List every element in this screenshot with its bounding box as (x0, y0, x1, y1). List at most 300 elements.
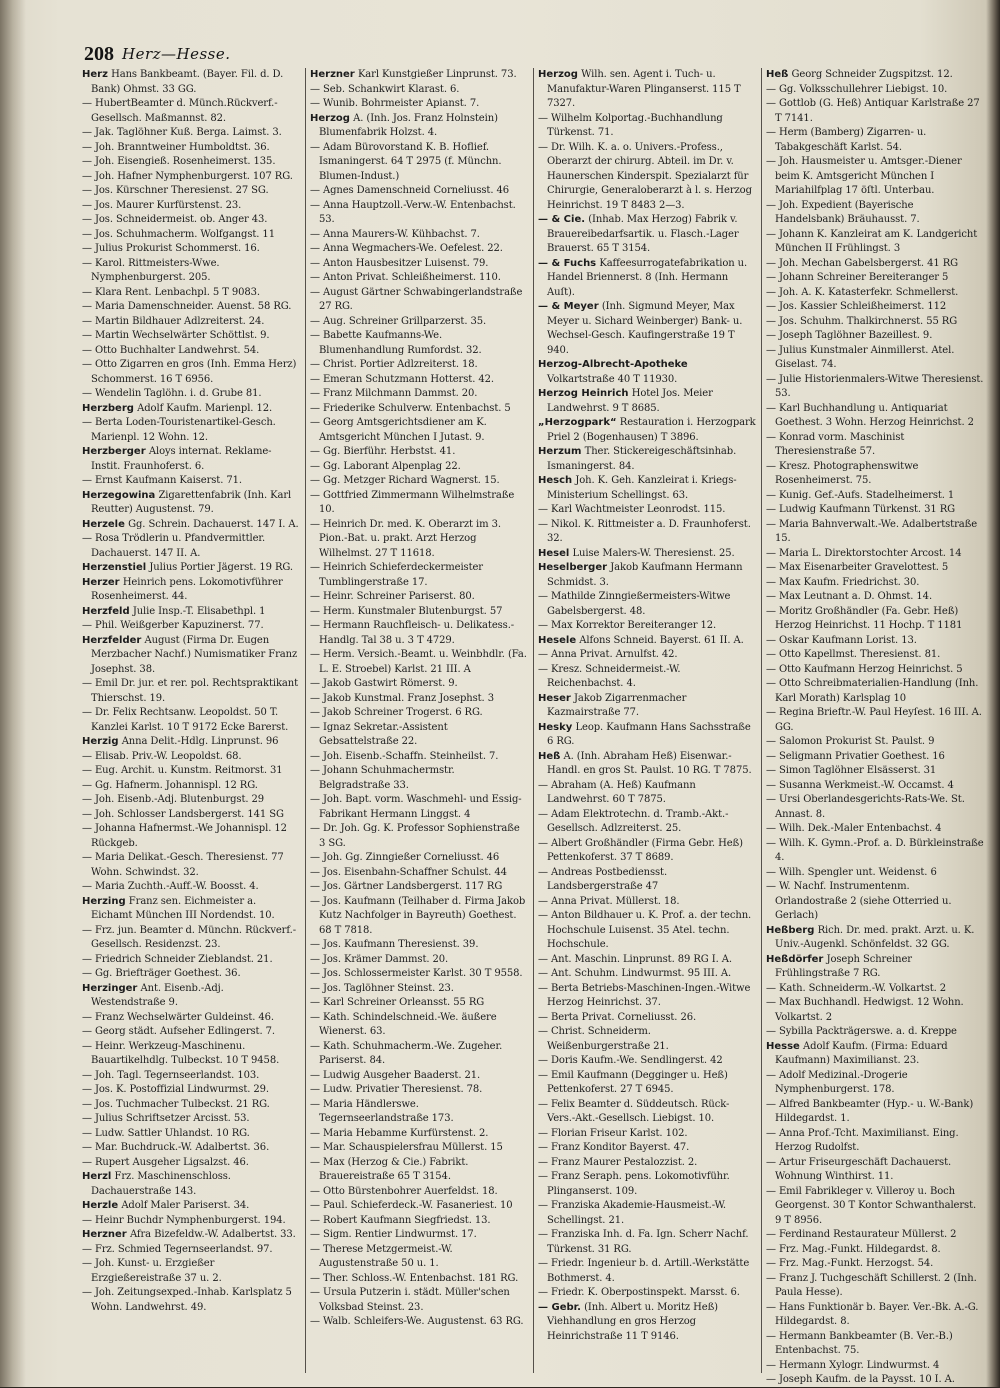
entry-details: — Walb. Schleifers-We. Augustenst. 63 RG. (310, 1316, 524, 1327)
directory-entry (310, 1011, 528, 1040)
directory-entry (310, 387, 528, 402)
column-1 (82, 68, 300, 1378)
directory-entry (310, 83, 528, 98)
entry-details: — Mar. Schauspielersfrau Müllerst. 15 (310, 1142, 503, 1153)
directory-entry (538, 909, 756, 953)
entry-details: — Wilh. K. Gymn.-Prof. a. D. Bürkleinstraße 4. (766, 837, 984, 863)
entry-details: A. (Inh. Abraham Heß) Eisenwar.-Handl. en gros St. Paulst. 10 RG. T 7875. (547, 750, 752, 776)
directory-entry (310, 677, 528, 692)
directory-entry (310, 257, 528, 272)
entry-details: — Jos. Schneidermeist. ob. Anger 43. (82, 214, 268, 225)
entry-details: — Herm (Bamberg) Zigarren- u. Tabakgeschäft Karlst. 54. (766, 127, 927, 153)
page-header (84, 43, 964, 69)
entry-details: — Anton Hausbesitzer Luisenst. 79. (310, 257, 489, 269)
entry-details: — Joh. Gg. Zinngießer Corneliusst. 46 (310, 852, 500, 863)
directory-entry (310, 1069, 528, 1084)
directory-entry (766, 402, 984, 431)
entry-details: — Friederike Schulverw. Entenbachst. 5 (310, 402, 511, 414)
directory-entry (538, 68, 756, 112)
entry-surname: Herzele (82, 518, 125, 530)
directory-entry (538, 1141, 756, 1156)
directory-entry (310, 561, 528, 590)
entry-details: — Ludwig Kaufmann Türkenst. 31 RG (766, 504, 956, 515)
directory-entry (310, 750, 528, 765)
directory-entry (766, 315, 984, 330)
entry-details: — Maria Damenschneider. Auenst. 58 RG. (82, 301, 292, 312)
directory-entry (766, 1243, 984, 1258)
entry-details: — Klara Rent. Lenbachpl. 5 T 9083. (82, 286, 260, 298)
entry-details: Hans Bankbeamt. (Bayer. Fil. d. D. Bank) Ohmst. 33 GG. (91, 69, 284, 95)
directory-entry (538, 300, 756, 358)
entry-details: — Emeran Schutzmann Hotterst. 42. (310, 373, 494, 385)
directory-entry (538, 967, 756, 982)
entry-details: Jakob Kaufmann Hermann Schmidst. 3. (547, 562, 743, 588)
entry-details: — Gg. Bierführ. Herbstst. 41. (310, 446, 456, 457)
entry-details: — Wilh. Spengler unt. Weidenst. 6 (766, 866, 937, 878)
entry-details: — Aug. Schreiner Grillparzerst. 35. (310, 315, 487, 327)
entry-details: — Franz Seraph. pens. Lokomotivführ. Plinganserst. 109. (538, 1171, 730, 1197)
directory-entry (538, 1301, 756, 1345)
directory-entry (310, 1286, 528, 1315)
entry-details: — Phil. Weißgerber Kapuzinerst. 77. (82, 620, 264, 631)
entry-surname: Herzberger (82, 446, 146, 457)
directory-entry (310, 474, 528, 489)
entry-details: — Joh. Mechan Gabelsbergerst. 41 RG (766, 257, 959, 269)
directory-entry (766, 866, 984, 881)
entry-details: Jakob Zigarrenmacher Kazmairstraße 77. (547, 692, 687, 718)
entry-details: — Max Leutnant a. D. Ohmst. 14. (766, 591, 933, 602)
entry-details: — Anna Maurers-W. Kühbachst. 7. (310, 228, 480, 240)
directory-entry (310, 184, 528, 199)
page-edge (986, 0, 1000, 1387)
entry-details: Julius Portier Jägerst. 19 RG. (149, 562, 294, 573)
directory-entry (82, 1199, 300, 1214)
entry-details: — Anna Privat. Arnulfst. 42. (538, 649, 678, 660)
entry-surname: Herzberg (82, 402, 134, 414)
entry-details: — Berta Betriebs-Maschinen-Ingen.-Witwe Herzog Heinrichst. 37. (538, 982, 751, 1008)
entry-details: — Joh. Bapt. vorm. Waschmehl- und Essig-Fabrikant Hermann Linggst. 4 (310, 794, 522, 820)
directory-entry (538, 1286, 756, 1301)
entry-details: (Inh. Albert u. Moritz Heß) Viehhandlung en gros Herzog Heinrichstraße 11 T 9146. (547, 1301, 718, 1342)
column-rule (761, 68, 762, 1373)
directory-entry (82, 155, 300, 170)
directory-entry (766, 228, 984, 257)
directory-entry (766, 750, 984, 765)
entry-details: — Anna Hauptzoll.-Verw.-W. Entenbachst. 53. (310, 199, 516, 225)
entry-details: — Friedr. K. Oberpostinspekt. Marsst. 6. (538, 1287, 740, 1298)
directory-entry (310, 329, 528, 358)
directory-entry (766, 663, 984, 678)
entry-details: — Anna Wegmachers-We. Oefelest. 22. (310, 243, 503, 254)
entry-details: — Berta Privat. Corneliusst. 26. (538, 1011, 697, 1023)
directory-entry (766, 1069, 984, 1098)
entry-details: — Regina Brieftr.-W. Paul Heyſest. 16 III. A. GG. (766, 707, 982, 733)
entry-details: — Maria Bahnverwalt.-We. Adalbertstraße 15. (766, 518, 978, 544)
column-rule (533, 68, 534, 1373)
directory-entry (82, 68, 300, 97)
entry-details: — Moritz Großhändler (Fa. Gebr. Heß) Herzog Heinrichst. 11 Hochp. T 1181 (766, 605, 963, 631)
entry-details: — Ferdinand Restaurateur Müllerst. 2 (766, 1229, 957, 1240)
entry-details: — Dr. Felix Rechtsanw. Leopoldst. 50 T. Kanzlei Karlst. 10 T 9172 Ecke Barerst. (82, 707, 289, 733)
directory-entry (310, 1315, 528, 1330)
directory-entry (766, 518, 984, 547)
entry-details: — Julius Kunstmaler Ainmillerst. Atel. Giselast. 74. (766, 344, 955, 370)
entry-details: — Gottlob (G. Heß) Antiquar Karlstraße 27 T 7141. (766, 98, 980, 124)
entry-details: — Mar. Buchdruck.-W. Adalbertst. 36. (82, 1142, 270, 1153)
directory-entry (82, 329, 300, 344)
directory-entry (766, 126, 984, 155)
entry-details: Anna Delit.-Hdlg. Linprunst. 96 (121, 736, 279, 747)
entry-details: — Joh. Eisenb.-Adj. Blutenburgst. 29 (82, 794, 265, 805)
entry-details: — Ludw. Sattler Uhlandst. 10 RG. (82, 1127, 250, 1139)
entry-surname: Heßdörfer (766, 953, 824, 965)
directory-entry (310, 692, 528, 707)
entry-details: — Mathilde Zinngießermeisters-Witwe Gabelsbergerst. 48. (538, 591, 731, 617)
entry-surname: Herzog (310, 112, 350, 124)
entry-details: — Jakob Schreiner Trogerst. 6 RG. (310, 707, 483, 718)
entry-details: — Ther. Schloss.-W. Entenbachst. 181 RG. (310, 1272, 519, 1284)
directory-entry (310, 1185, 528, 1200)
entry-details: — Konrad vorm. Maschinist Theresienstraße 57. (766, 431, 905, 457)
directory-entry (766, 1025, 984, 1040)
entry-surname: Herzegowina (82, 489, 156, 501)
directory-entry (766, 329, 984, 344)
directory-entry (766, 924, 984, 953)
entry-details: Kaffeesurrogatefabrikation u. Handel Briennerst. 8 (Inh. Hermann Auſt). (547, 257, 748, 298)
directory-entry (310, 1156, 528, 1185)
directory-entry (82, 257, 300, 286)
directory-entry (538, 619, 756, 634)
entry-details: — Jos. Eisenbahn-Schaffner Schulst. 44 (310, 866, 507, 878)
entry-details: — Kresz. Schneidermeist.-W. Reichenbachst. 4. (538, 663, 681, 689)
directory-entry (766, 373, 984, 402)
entry-details: Joh. K. Geh. Kanzleirat i. Kriegs-Ministerium Schellingst. 63. (547, 475, 737, 501)
entry-details: — Franz Milchmann Dammst. 20. (310, 388, 478, 399)
entry-details: A. (Inh. Jos. Franz Holnstein) Blumenfabrik Holzst. 4. (319, 112, 498, 138)
entry-details: — Rosa Trödlerin u. Pfandvermittler. Dachauerst. 147 II. A. (82, 533, 266, 559)
entry-surname: Herzinger (82, 982, 138, 994)
entry-details: — Max Korrektor Bereiteranger 12. (538, 620, 717, 631)
entry-details: — Otto Buchhalter Landwehrst. 54. (82, 344, 260, 356)
directory-entry (766, 764, 984, 779)
directory-entry (766, 155, 984, 199)
directory-entry (310, 1098, 528, 1127)
entry-surname: Herzner (310, 69, 355, 80)
entry-details: — Jos. Schuhmacherm. Wolfgangst. 11 (82, 228, 275, 240)
directory-entry (538, 779, 756, 808)
entry-details: — Otto Kaufmann Herzog Heinrichst. 5 (766, 663, 963, 675)
entry-details: — Julius Schriftsetzer Arcisst. 53. (82, 1113, 250, 1124)
entry-details: — Johanna Hafnermst.-We Johannispl. 12 Rückgeb. (82, 823, 287, 849)
directory-entry (310, 416, 528, 445)
entry-details: — Ignaz Sekretar.-Assistent Gebsattelstraße 22. (310, 721, 448, 747)
entry-details: — Babette Kaufmanns-We. Blumenhandlung Rumfordst. 32. (310, 330, 482, 356)
binding-shadow (0, 0, 26, 1387)
directory-entry (82, 851, 300, 880)
directory-entry (310, 605, 528, 620)
directory-entry (310, 619, 528, 648)
directory-entry (310, 1199, 528, 1214)
entry-details: — Herm. Kunstmaler Blutenburgst. 57 (310, 605, 503, 617)
entry-details: — Adam Elektrotechn. d. Tramb.-Akt.-Gesellsch. Adlzreiterst. 25. (538, 808, 729, 834)
directory-entry (766, 344, 984, 373)
entry-details: — Franz Wechselwärter Guldeinst. 46. (82, 1011, 275, 1023)
entry-details: — Joh. Schlosser Landsbergerst. 141 SG (82, 808, 284, 820)
directory-entry (766, 996, 984, 1025)
entry-details: — Joh. Zeitungsexped.-Inhab. Karlsplatz 5 Wohn. Landwehrst. 49. (82, 1287, 292, 1313)
directory-entry (766, 953, 984, 982)
entry-details: Zigarettenfabrik (Inh. Karl Reutter) Augustenst. 79. (91, 489, 292, 515)
directory-entry (82, 1127, 300, 1142)
entry-details: — Frz. Mag.-Funkt. Hildegardst. 8. (766, 1243, 941, 1255)
directory-entry (538, 445, 756, 474)
directory-entry (310, 228, 528, 243)
directory-entry (310, 1214, 528, 1229)
entry-details: — Jos. Schuhm. Thalkirchnerst. 55 RG (766, 315, 958, 327)
entry-details: (Inh. Sigmund Meyer, Max Meyer u. Sichard Weinberger) Bank- u. Wechsel-Gesch. Kaufingerstraße 19 T 940. (547, 301, 743, 356)
entry-details: — HubertBeamter d. Münch.Rückverf.-Gesellsch. Maßmannst. 82. (82, 98, 278, 124)
entry-surname: Herzfelder (82, 634, 142, 646)
directory-entry (538, 1098, 756, 1127)
entry-details: — Jos. Maurer Kurfürstenst. 23. (82, 199, 242, 211)
directory-entry (82, 619, 300, 634)
entry-details: — Kath. Schneiderm.-W. Volkartst. 2 (766, 982, 947, 994)
directory-entry (310, 199, 528, 228)
directory-entry (310, 866, 528, 881)
entry-details: — Wunib. Bohrmeister Apianst. 7. (310, 98, 480, 109)
directory-entry (310, 880, 528, 895)
directory-entry (310, 1083, 528, 1098)
entry-details: Joseph Schreiner Frühlingstraße 7 RG. (775, 953, 912, 979)
column-2 (310, 68, 528, 1378)
entry-details: — Eug. Archit. u. Kunstm. Reitmorst. 31 (82, 765, 283, 776)
entry-details: — Jos. Tuchmacher Tulbeckst. 21 RG. (82, 1098, 270, 1110)
directory-entry (766, 590, 984, 605)
directory-entry (766, 257, 984, 272)
entry-details: — Maria Händlerswe. Tegernseerlandstraße 173. (310, 1098, 454, 1124)
entry-details: — Joh. Expedient (Bayerische Handelsbank) Bräuhausst. 7. (766, 199, 920, 225)
directory-entry (310, 1040, 528, 1069)
directory-entry (310, 460, 528, 475)
entry-details: — Heinr Buchdr Nymphenburgerst. 194. (82, 1214, 286, 1226)
entry-details: — Emil Fabrikleger v. Villeroy u. Boch Georgenst. 30 T Kontor Schwanthalerst. 9 T 8956. (766, 1185, 977, 1226)
entry-details: Heinrich pens. Lokomotivführer Rosenheimerst. 44. (91, 576, 283, 602)
entry-details: — Karl Buchhandlung u. Antiquariat Goethest. 3 Wohn. Herzog Heinrichst. 2 (766, 402, 974, 428)
entry-details: — Gg. Hafnerm. Johannispl. 12 RG. (82, 779, 258, 791)
directory-entry (82, 1257, 300, 1286)
directory-entry (82, 706, 300, 735)
entry-details: — Karl Schreiner Orleansst. 55 RG (310, 997, 485, 1008)
directory-entry (82, 518, 300, 533)
directory-entry (310, 68, 528, 83)
running-head: Herz—Hesse. (122, 45, 231, 63)
directory-entry (82, 445, 300, 474)
directory-entry (82, 1098, 300, 1113)
directory-entry (538, 213, 756, 257)
directory-entry (310, 648, 528, 677)
entry-details: — Therese Metzgermeist.-W. Augustenstraße 50 u. 1. (310, 1243, 453, 1269)
directory-entry (310, 518, 528, 562)
entry-details: — Johann Schuhmachermstr. Belgradstraße 33. (310, 765, 455, 791)
entry-details: — Johann Schreiner Bereiteranger 5 (766, 272, 949, 283)
directory-entry (766, 1272, 984, 1301)
entry-details: — Alfred Bankbeamter (Hyp.- u. W.-Bank) Hildegardst. 1. (766, 1098, 974, 1124)
directory-entry (82, 126, 300, 141)
entry-surname: Herzl (82, 1171, 112, 1182)
directory-entry (538, 1156, 756, 1171)
directory-entry (82, 1025, 300, 1040)
directory-entry (310, 851, 528, 866)
entry-details: Rich. Dr. med. prakt. Arzt. u. K. Univ.-Augenkl. Schönfeldst. 32 GG. (775, 924, 975, 950)
entry-details: (Inhab. Max Herzog) Fabrik v. Brauereibedarfsartik. u. Flasch.-Lager Brauerst. 65 T 3154. (547, 214, 739, 254)
directory-entry (310, 982, 528, 997)
entry-surname: — Gebr. (538, 1301, 581, 1313)
directory-entry (538, 387, 756, 416)
entry-details: — Jos. Kaufmann (Teilhaber d. Firma Jakob Kutz Nachfolger in Bayreuth) Goethest. 68 T 7818. (310, 895, 526, 936)
directory-entry (538, 837, 756, 866)
directory-entry (82, 213, 300, 228)
entry-details: Ther. Stickereigeschäftsinhab. Ismaningerst. 84. (547, 446, 737, 472)
directory-entry (766, 576, 984, 591)
directory-entry (82, 184, 300, 199)
directory-entry (538, 1199, 756, 1228)
directory-entry (766, 880, 984, 924)
directory-entry (766, 68, 984, 83)
entry-details: — Jos. Gärtner Landsbergerst. 117 RG (310, 881, 503, 892)
directory-entry (82, 344, 300, 359)
entry-details: — Seb. Schankwirt Klarast. 6. (310, 83, 460, 95)
directory-entry (310, 286, 528, 315)
entry-details: — Dr. Wilh. K. a. o. Univers.-Profess., Oberarzt der chirurg. Abteil. im Dr. v. Haunerschen Kinderspit. Spezialarzt für Chirurgie, Generaloberarzt à l. s. Herzog Heinrichst. 19 T 8483 2—3. (538, 141, 752, 211)
entry-details: — Anna Prof.-Tcht. Maximilianst. Eing. Herzog Rudolfst. (766, 1127, 959, 1153)
directory-entry (538, 895, 756, 910)
directory-entry (766, 837, 984, 866)
entry-details: — Ursula Putzerin i. städt. Müller'schen Volksbad Steinst. 23. (310, 1287, 510, 1313)
entry-surname: Herzig (82, 736, 119, 747)
directory-entry (310, 822, 528, 851)
entry-details: Gg. Schrein. Dachauerst. 147 I. A. (128, 518, 299, 530)
entry-details: Franz sen. Eichmeister a. Eichamt München III Nordendst. 10. (91, 895, 275, 921)
directory-entry (310, 938, 528, 953)
entry-details: — Doris Kaufm.-We. Sendlingerst. 42 (538, 1055, 723, 1066)
entry-details: — Joh. Eisenb.-Schaffn. Steinheilst. 7. (310, 750, 499, 762)
entry-details: — Georg städt. Aufseher Edlingerst. 7. (82, 1026, 275, 1037)
directory-entry (766, 793, 984, 822)
directory-entry (82, 1083, 300, 1098)
directory-entry (766, 460, 984, 489)
entry-details: — Felix Beamter d. Süddeutsch. Rück-Vers.-Akt.-Gesellsch. Liebigst. 10. (538, 1098, 730, 1124)
column-3 (538, 68, 756, 1378)
directory-entry (82, 1286, 300, 1315)
entry-details: — Jos. Schlossermeister Karlst. 30 T 9558. (310, 968, 523, 979)
entry-details: — Georg Amtsgerichtsdiener am K. Amtsgericht München I Jutast. 9. (310, 417, 487, 443)
directory-entry (538, 982, 756, 1011)
entry-details: — Ludwig Ausgeher Baaderst. 21. (310, 1069, 481, 1081)
entry-details: — Kunig. Gef.-Aufs. Stadelheimerst. 1 (766, 489, 955, 501)
column-4 (766, 68, 984, 1385)
entry-details: — Joh. Hausmeister u. Amtsger.-Diener beim K. Amtsgericht München I Mariahilfplag 17 öſtl. Unterbau. (766, 156, 962, 196)
entry-details: — Otto Bürstenbohrer Auerfeldst. 18. (310, 1185, 498, 1197)
entry-surname: Herzog Heinrich (538, 388, 629, 399)
entry-details: — Kresz. Photographenswitwe Rosenheimerst. 75. (766, 460, 919, 486)
entry-details: Volkartstraße 40 T 11930. (547, 373, 678, 385)
directory-entry (310, 953, 528, 968)
directory-entry (766, 1301, 984, 1330)
directory-entry (82, 953, 300, 968)
directory-entry (310, 1127, 528, 1142)
entry-details: — Emil Kaufmann (Degginger u. Heß) Pettenkoferst. 27 T 6945. (538, 1069, 728, 1095)
directory-entry (82, 924, 300, 953)
entry-details: — Karol. Rittmeisters-Wwe. Nymphenburgerst. 205. (82, 257, 220, 283)
directory-entry (82, 97, 300, 126)
directory-entry (538, 634, 756, 649)
entry-details: Wilh. sen. Agent i. Tuch- u. Manufaktur-Waren Plinganserst. 115 T 7327. (547, 69, 741, 109)
entry-surname: Hesel (538, 547, 570, 559)
directory-entry (82, 605, 300, 620)
entry-details: Julie Insp.-T. Elisabethpl. 1 (132, 605, 266, 617)
entry-surname: Herzog (538, 69, 578, 80)
entry-details: — Hermann Rauchfleisch- u. Delikatess.-Handlg. Tal 38 u. 3 T 4729. (310, 620, 515, 646)
entry-details: — Ant. Schuhm. Lindwurmst. 95 III. A. (538, 968, 732, 979)
entry-surname: Heselberger (538, 562, 608, 573)
directory-entry (82, 242, 300, 257)
directory-entry (538, 590, 756, 619)
entry-details: — Gg. Metzger Richard Wagnerst. 15. (310, 475, 500, 486)
entry-details: — Gg. Volksschullehrer Liebigst. 10. (766, 83, 948, 95)
entry-surname: Herzer (82, 576, 120, 588)
directory-entry (310, 793, 528, 822)
directory-entry (310, 895, 528, 939)
entry-details: — Franziska Akademie-Hausmeist.-W. Schellingst. 21. (538, 1200, 726, 1226)
entry-details: — Joh. Tagl. Tegernseerlandst. 103. (82, 1069, 260, 1081)
directory-entry (310, 271, 528, 286)
entry-details: — Seligmann Privatier Goethest. 16 (766, 750, 945, 762)
directory-entry (82, 489, 300, 518)
entry-details: — Maria Zuchth.-Auff.-W. Boosst. 4. (82, 881, 259, 892)
entry-surname: Herzum (538, 446, 582, 457)
directory-entry (538, 1069, 756, 1098)
directory-entry (766, 199, 984, 228)
directory-entry (82, 750, 300, 765)
directory-entry (310, 242, 528, 257)
directory-entry (538, 953, 756, 968)
entry-details: — Friedrich Schneider Zieblandst. 21. (82, 953, 273, 965)
directory-entry (310, 706, 528, 721)
directory-entry (82, 764, 300, 779)
directory-entry (766, 706, 984, 735)
entry-details: — Friedr. Ingenieur b. d. Artill.-Werkstätte Bothmerst. 4. (538, 1258, 750, 1284)
directory-entry (766, 1185, 984, 1229)
entry-details: — Ursi Oberlandesgerichts-Rats-We. St. Annast. 8. (766, 794, 965, 820)
entry-details: — Heinrich Dr. med. K. Oberarzt im 3. Pion.-Bat. u. prakt. Arzt Herzog Wilhelmst. 27 T 11618. (310, 518, 501, 559)
entry-details: — Maria L. Direktorstochter Arcost. 14 (766, 547, 962, 559)
directory-entry (538, 518, 756, 547)
entry-details: — Anton Bildhauer u. K. Prof. a. der techn. Hochschule Luisenst. 35 Atel. techn. Hochschule. (538, 910, 752, 950)
entry-details: — Frz. Schmied Tegernseerlandst. 97. (82, 1243, 273, 1255)
entry-details: — Max (Herzog & Cie.) Fabrikt. Brauereistraße 65 T 3154. (310, 1156, 469, 1182)
directory-entry (766, 1127, 984, 1156)
directory-entry (82, 1069, 300, 1084)
directory-entry (766, 271, 984, 286)
entry-details: — Ernst Kaufmann Kaiserst. 71. (82, 475, 242, 486)
entry-details: — Hans Funktionär b. Bayer. Ver.-Bk. A.-G. Hildegardst. 8. (766, 1301, 979, 1327)
directory-entry (766, 300, 984, 315)
directory-entry (766, 1257, 984, 1272)
directory-entry (766, 677, 984, 706)
entry-surname: Hesch (538, 475, 573, 486)
directory-entry (82, 634, 300, 678)
directory-entry (82, 228, 300, 243)
